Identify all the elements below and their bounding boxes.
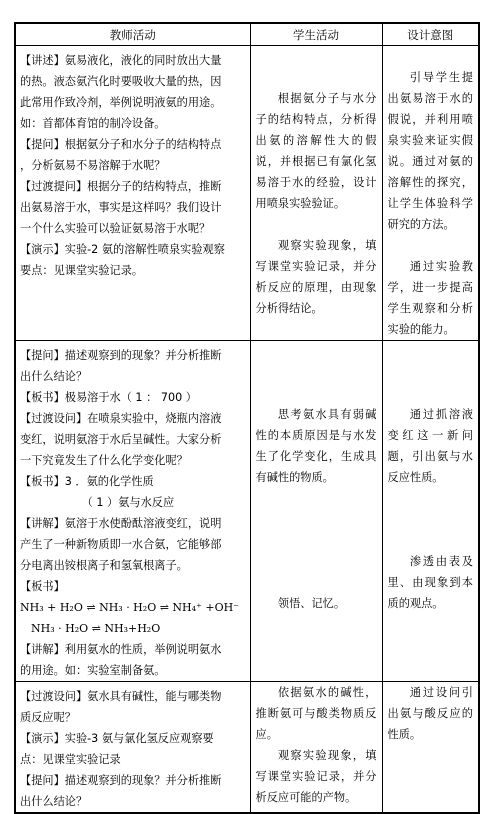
teacher-line: 【提问】描述观察到的现象？并分析推断 bbox=[20, 774, 222, 787]
student-paragraph: 观察实验现象，填写课堂实验记录，并分析反应可能的产物。 bbox=[255, 749, 377, 804]
teacher-line: 如：首都体育馆的制冷设备。 bbox=[20, 117, 166, 130]
header-student-activity: 学生活动 bbox=[250, 23, 382, 46]
student-activity-cell bbox=[250, 341, 382, 682]
intent-paragraph: 通过抓溶液变红这一新问题，引出氨与水反应性质。 bbox=[387, 408, 473, 484]
teacher-line: 变红，说明氨溶于水后呈碱性。大家分析 bbox=[20, 433, 222, 446]
teacher-line: （ 1 ）氨与水反应 bbox=[81, 496, 175, 509]
intent-paragraph: 通过设问引出氨与酸反应的性质。 bbox=[387, 686, 473, 741]
teacher-line: 【讲述】氨易液化，液化的同时放出大量 bbox=[20, 54, 222, 67]
teacher-line: 质反应呢？ bbox=[20, 711, 76, 724]
teacher-line: 【过渡设问】氨水具有碱性，能与哪类物 bbox=[20, 690, 222, 703]
table-row bbox=[15, 46, 479, 341]
intent-paragraph: 渗透由表及里、由现象到本质的观点。 bbox=[387, 555, 473, 610]
teacher-line: 的用途。如：实验室制备氨。 bbox=[20, 664, 166, 677]
teacher-line: 出什么结论？ bbox=[20, 795, 88, 808]
teacher-line: 【讲解】氨溶于水使酚酞溶液变红，说明 bbox=[20, 517, 222, 530]
student-activity-cell bbox=[250, 46, 382, 341]
teacher-line: 【过渡设问】在喷泉实验中，烧瓶内溶液 bbox=[20, 412, 222, 425]
teacher-line: 产生了一种新物质即一水合氨，它能够部 bbox=[20, 538, 222, 551]
teacher-line: 【提问】描述观察到的现象？并分析推断 bbox=[20, 349, 222, 362]
teacher-line: 的热。液态氨汽化时要吸收大量的热，因 bbox=[20, 75, 222, 88]
teacher-line: 要点：见课堂实验记录。 bbox=[20, 264, 144, 277]
teacher-line: 【过渡提问】根据分子的结构特点，推断 bbox=[20, 180, 222, 193]
chemical-equation: NH₃ · H₂O ⇌ NH₃+H₂O bbox=[31, 622, 161, 635]
student-paragraph: 依据氨水的碱性，推断氨可与酸类物质反应。 bbox=[255, 686, 377, 741]
student-paragraph: 观察实验现象，填写课堂实验记录，并分析反应的原理，由现象分析得结论。 bbox=[255, 239, 377, 315]
student-paragraph: 思考氨水具有弱碱性的本质原因是与水发生了化学变化，生成具有碱性的物质。 bbox=[255, 408, 377, 484]
teacher-line: 出氨易溶于水，事实是这样吗？我们设计 bbox=[20, 201, 222, 214]
teacher-line: 出什么结论？ bbox=[20, 370, 88, 383]
table-row bbox=[15, 341, 479, 682]
student-activity-cell bbox=[250, 682, 382, 814]
teacher-line: 分电离出铵根离子和氢氧根离子。 bbox=[20, 559, 188, 572]
teacher-line: 点：见课堂实验记录 bbox=[20, 753, 121, 766]
chemical-equation: NH₃ + H₂O ⇌ NH₃ · H₂O ⇌ NH₄⁺ +OH⁻ bbox=[20, 601, 239, 614]
teacher-line: 【板书】3 ．氨的化学性质 bbox=[20, 475, 154, 488]
header-teacher-activity: 教师活动 bbox=[15, 23, 250, 46]
teacher-line: 此常用作致冷剂，举例说明液氨的用途。 bbox=[20, 96, 222, 109]
teacher-activity-cell bbox=[15, 341, 250, 682]
design-intent-cell bbox=[382, 682, 479, 814]
intent-paragraph: 通过实验教学，进一步提高学生观察和分析实验的能力。 bbox=[387, 260, 473, 336]
teacher-activity-cell bbox=[15, 46, 250, 341]
student-paragraph: 根据氨分子与水分子的结构特点，分析得出氨的溶解性大的假说，并根据已有氯化氢易溶于水的经验，设计用喷泉实验验证。 bbox=[255, 92, 377, 210]
teacher-line: ，分析氨易不易溶解于水呢？ bbox=[20, 159, 166, 172]
table-row bbox=[15, 682, 479, 814]
student-paragraph: 领悟、记忆。 bbox=[277, 597, 346, 610]
header-design-intent: 设计意图 bbox=[382, 23, 479, 46]
teacher-line: 【演示】实验-3 氨与氯化氢反应观察要 bbox=[20, 732, 214, 745]
teacher-activity-cell bbox=[15, 682, 250, 814]
teacher-line: 一个什么实验可以验证氨易溶于水呢？ bbox=[20, 222, 211, 235]
teacher-line: 【演示】实验-2 氨的溶解性喷泉实验观察 bbox=[20, 243, 225, 256]
teacher-line: 【板书】 bbox=[20, 580, 65, 593]
teacher-line: 一下究竟发生了什么化学变化呢？ bbox=[20, 454, 188, 467]
header-row bbox=[15, 23, 479, 46]
design-intent-cell bbox=[382, 46, 479, 341]
lesson-plan-table bbox=[14, 22, 480, 814]
teacher-line: 【讲解】利用氨水的性质，举例说明氨水 bbox=[20, 643, 222, 656]
design-intent-cell bbox=[382, 341, 479, 682]
teacher-line: 【板书】极易溶于水（ 1 ： 700 ） bbox=[20, 391, 197, 404]
teacher-line: 【提问】根据氨分子和水分子的结构特点 bbox=[20, 138, 222, 151]
intent-paragraph: 引导学生提出氨易溶于水的假说，并利用喷泉实验来证实假说。通过对氨的溶解性的探究，让学生体验科学研究的方法。 bbox=[387, 71, 473, 231]
